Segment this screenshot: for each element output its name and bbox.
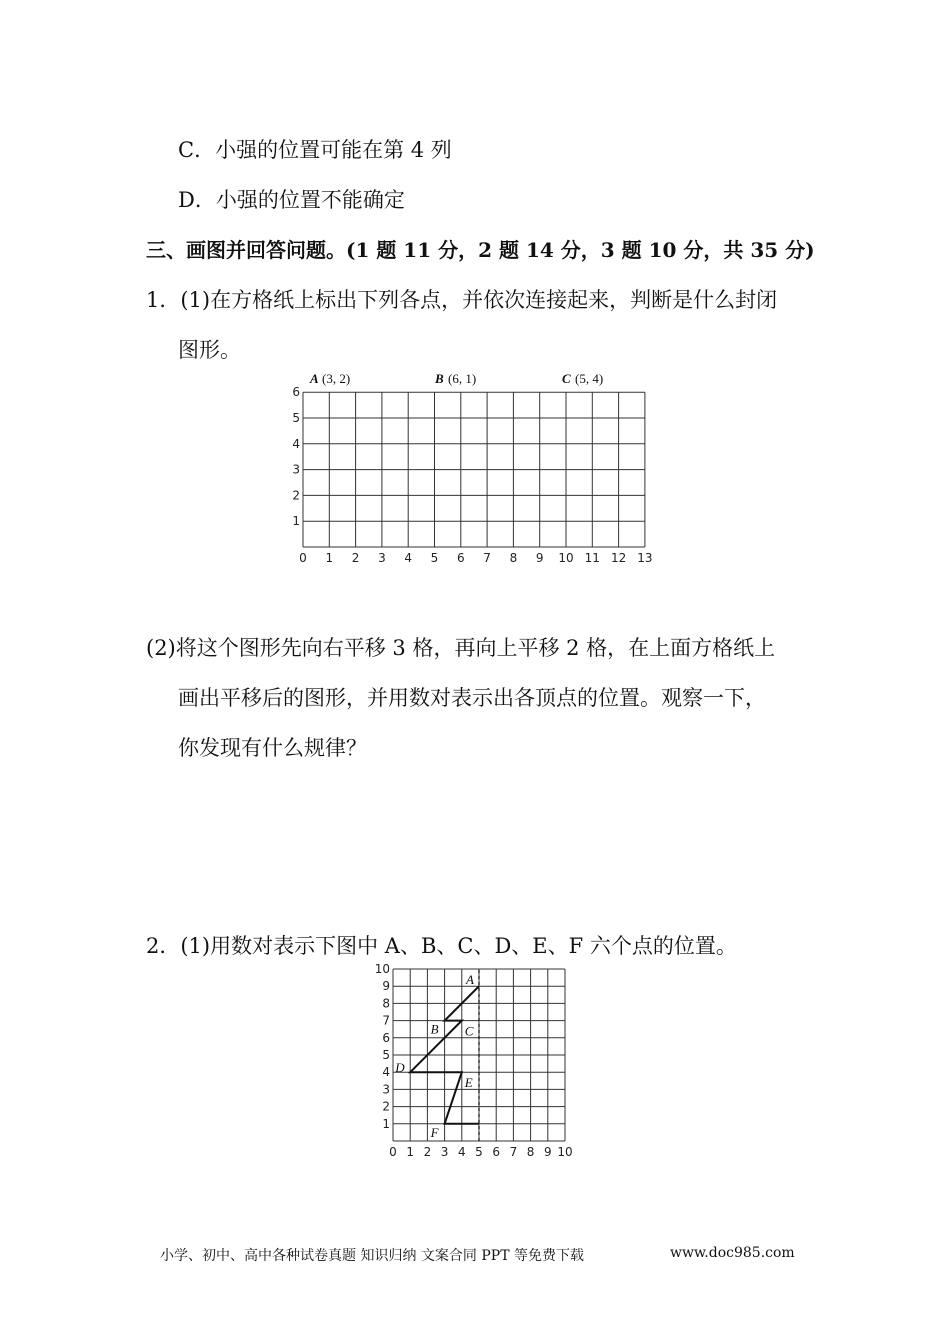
q2-x-ticks	[389, 1145, 572, 1159]
q1-x-tick: 3	[378, 551, 386, 565]
q2-x-tick: 6	[492, 1145, 501, 1159]
q2-x-tick: 1	[406, 1145, 415, 1159]
q1-x-tick: 5	[430, 551, 439, 565]
q2-y-tick: 1	[382, 1116, 390, 1131]
q2-y-tick: 6	[382, 1030, 390, 1045]
q2-x-tick: 5	[475, 1145, 483, 1159]
q2-y-tick: 9	[382, 979, 390, 994]
q2-point-label-a: A	[466, 972, 474, 988]
q2-point-label-d: D	[395, 1060, 405, 1076]
q1-part2-line2: 画出平移后的图形，并用数对表示出各顶点的位置。观察一下，	[178, 686, 766, 710]
q1-point-c-coords: (5, 4)	[575, 371, 604, 386]
q1-x-tick: 12	[610, 551, 627, 565]
q1-y-tick: 4	[292, 436, 300, 451]
q2-x-tick: 3	[440, 1145, 449, 1159]
q1-x-tick: 6	[456, 551, 465, 565]
q2-part1: 2．(1)用数对表示下图中 A、B、C、D、E、F 六个点的位置。	[146, 934, 737, 958]
option-c: C．小强的位置可能在第 4 列	[178, 138, 452, 162]
q1-part1-line2: 图形。	[178, 338, 241, 362]
q1-y-tick: 5	[292, 411, 300, 425]
q1-y-tick: 6	[292, 385, 300, 400]
q1-part1-line1: 1．(1)在方格纸上标出下列各点，并依次连接起来，判断是什么封闭	[146, 288, 778, 312]
q2-x-tick: 0	[389, 1145, 397, 1159]
q1-y-tick: 1	[292, 514, 300, 529]
footer-url: www.doc985.com	[670, 1245, 795, 1261]
q2-x-tick: 2	[423, 1145, 432, 1159]
q2-y-tick: 3	[382, 1082, 390, 1097]
q2-x-tick: 7	[509, 1145, 518, 1159]
q1-x-tick: 9	[535, 551, 544, 565]
q1-point-b-coords: (6, 1)	[448, 371, 477, 386]
q1-point-labels	[309, 371, 603, 386]
q1-x-tick: 2	[351, 551, 360, 565]
q1-grid-lines	[303, 392, 645, 547]
q1-point-a-coords: (3, 2)	[322, 371, 351, 386]
q1-grid	[280, 368, 670, 568]
q2-x-tick: 9	[543, 1145, 552, 1159]
q2-x-tick: 10	[557, 1145, 573, 1159]
footer-text: 小学、初中、高中各种试卷真题 知识归纳 文案合同 PPT 等免费下载	[160, 1248, 584, 1264]
q1-y-ticks	[292, 385, 300, 528]
q2-x-tick: 4	[457, 1145, 466, 1159]
q1-x-tick: 7	[483, 551, 491, 565]
q2-y-tick: 10	[374, 962, 390, 976]
q1-y-tick: 2	[292, 488, 300, 503]
q2-y-ticks	[375, 962, 390, 1131]
q2-x-tick: 8	[526, 1145, 535, 1159]
q1-part2-line1: (2)将这个图形先向右平移 3 格，再向上平移 2 格，在上面方格纸上	[146, 636, 776, 660]
q1-x-tick: 10	[558, 551, 574, 565]
q2-y-tick: 2	[382, 1099, 390, 1114]
section-3-heading: 三、画图并回答问题。(1 题 11 分，2 题 14 分，3 题 10 分，共 35 分)	[146, 238, 815, 262]
q1-x-tick: 1	[325, 551, 334, 565]
q1-x-tick: 11	[584, 551, 600, 565]
q2-y-tick: 8	[382, 996, 390, 1011]
q2-y-tick: 7	[382, 1013, 390, 1028]
q1-x-tick: 13	[637, 551, 653, 565]
q2-point-label-c: C	[464, 1023, 474, 1039]
q2-diagram	[370, 962, 590, 1166]
q1-y-tick: 3	[292, 462, 300, 477]
q1-point-b-name: B	[435, 371, 444, 386]
q1-x-tick: 8	[509, 551, 518, 565]
q1-point-c-name: C	[562, 371, 571, 386]
q1-x-ticks	[299, 551, 652, 565]
q2-point-label-e: E	[464, 1075, 473, 1091]
q2-point-label-b: B	[430, 1021, 439, 1037]
q1-x-tick: 0	[299, 551, 307, 565]
q1-point-a-name: A	[310, 371, 319, 386]
q2-y-tick: 5	[382, 1048, 390, 1062]
option-d: D．小强的位置不能确定	[178, 188, 405, 212]
q2-y-tick: 4	[382, 1065, 390, 1080]
q2-point-label-f: F	[430, 1124, 439, 1140]
q1-part2-line3: 你发现有什么规律？	[178, 736, 367, 760]
q1-x-tick: 4	[404, 551, 413, 565]
